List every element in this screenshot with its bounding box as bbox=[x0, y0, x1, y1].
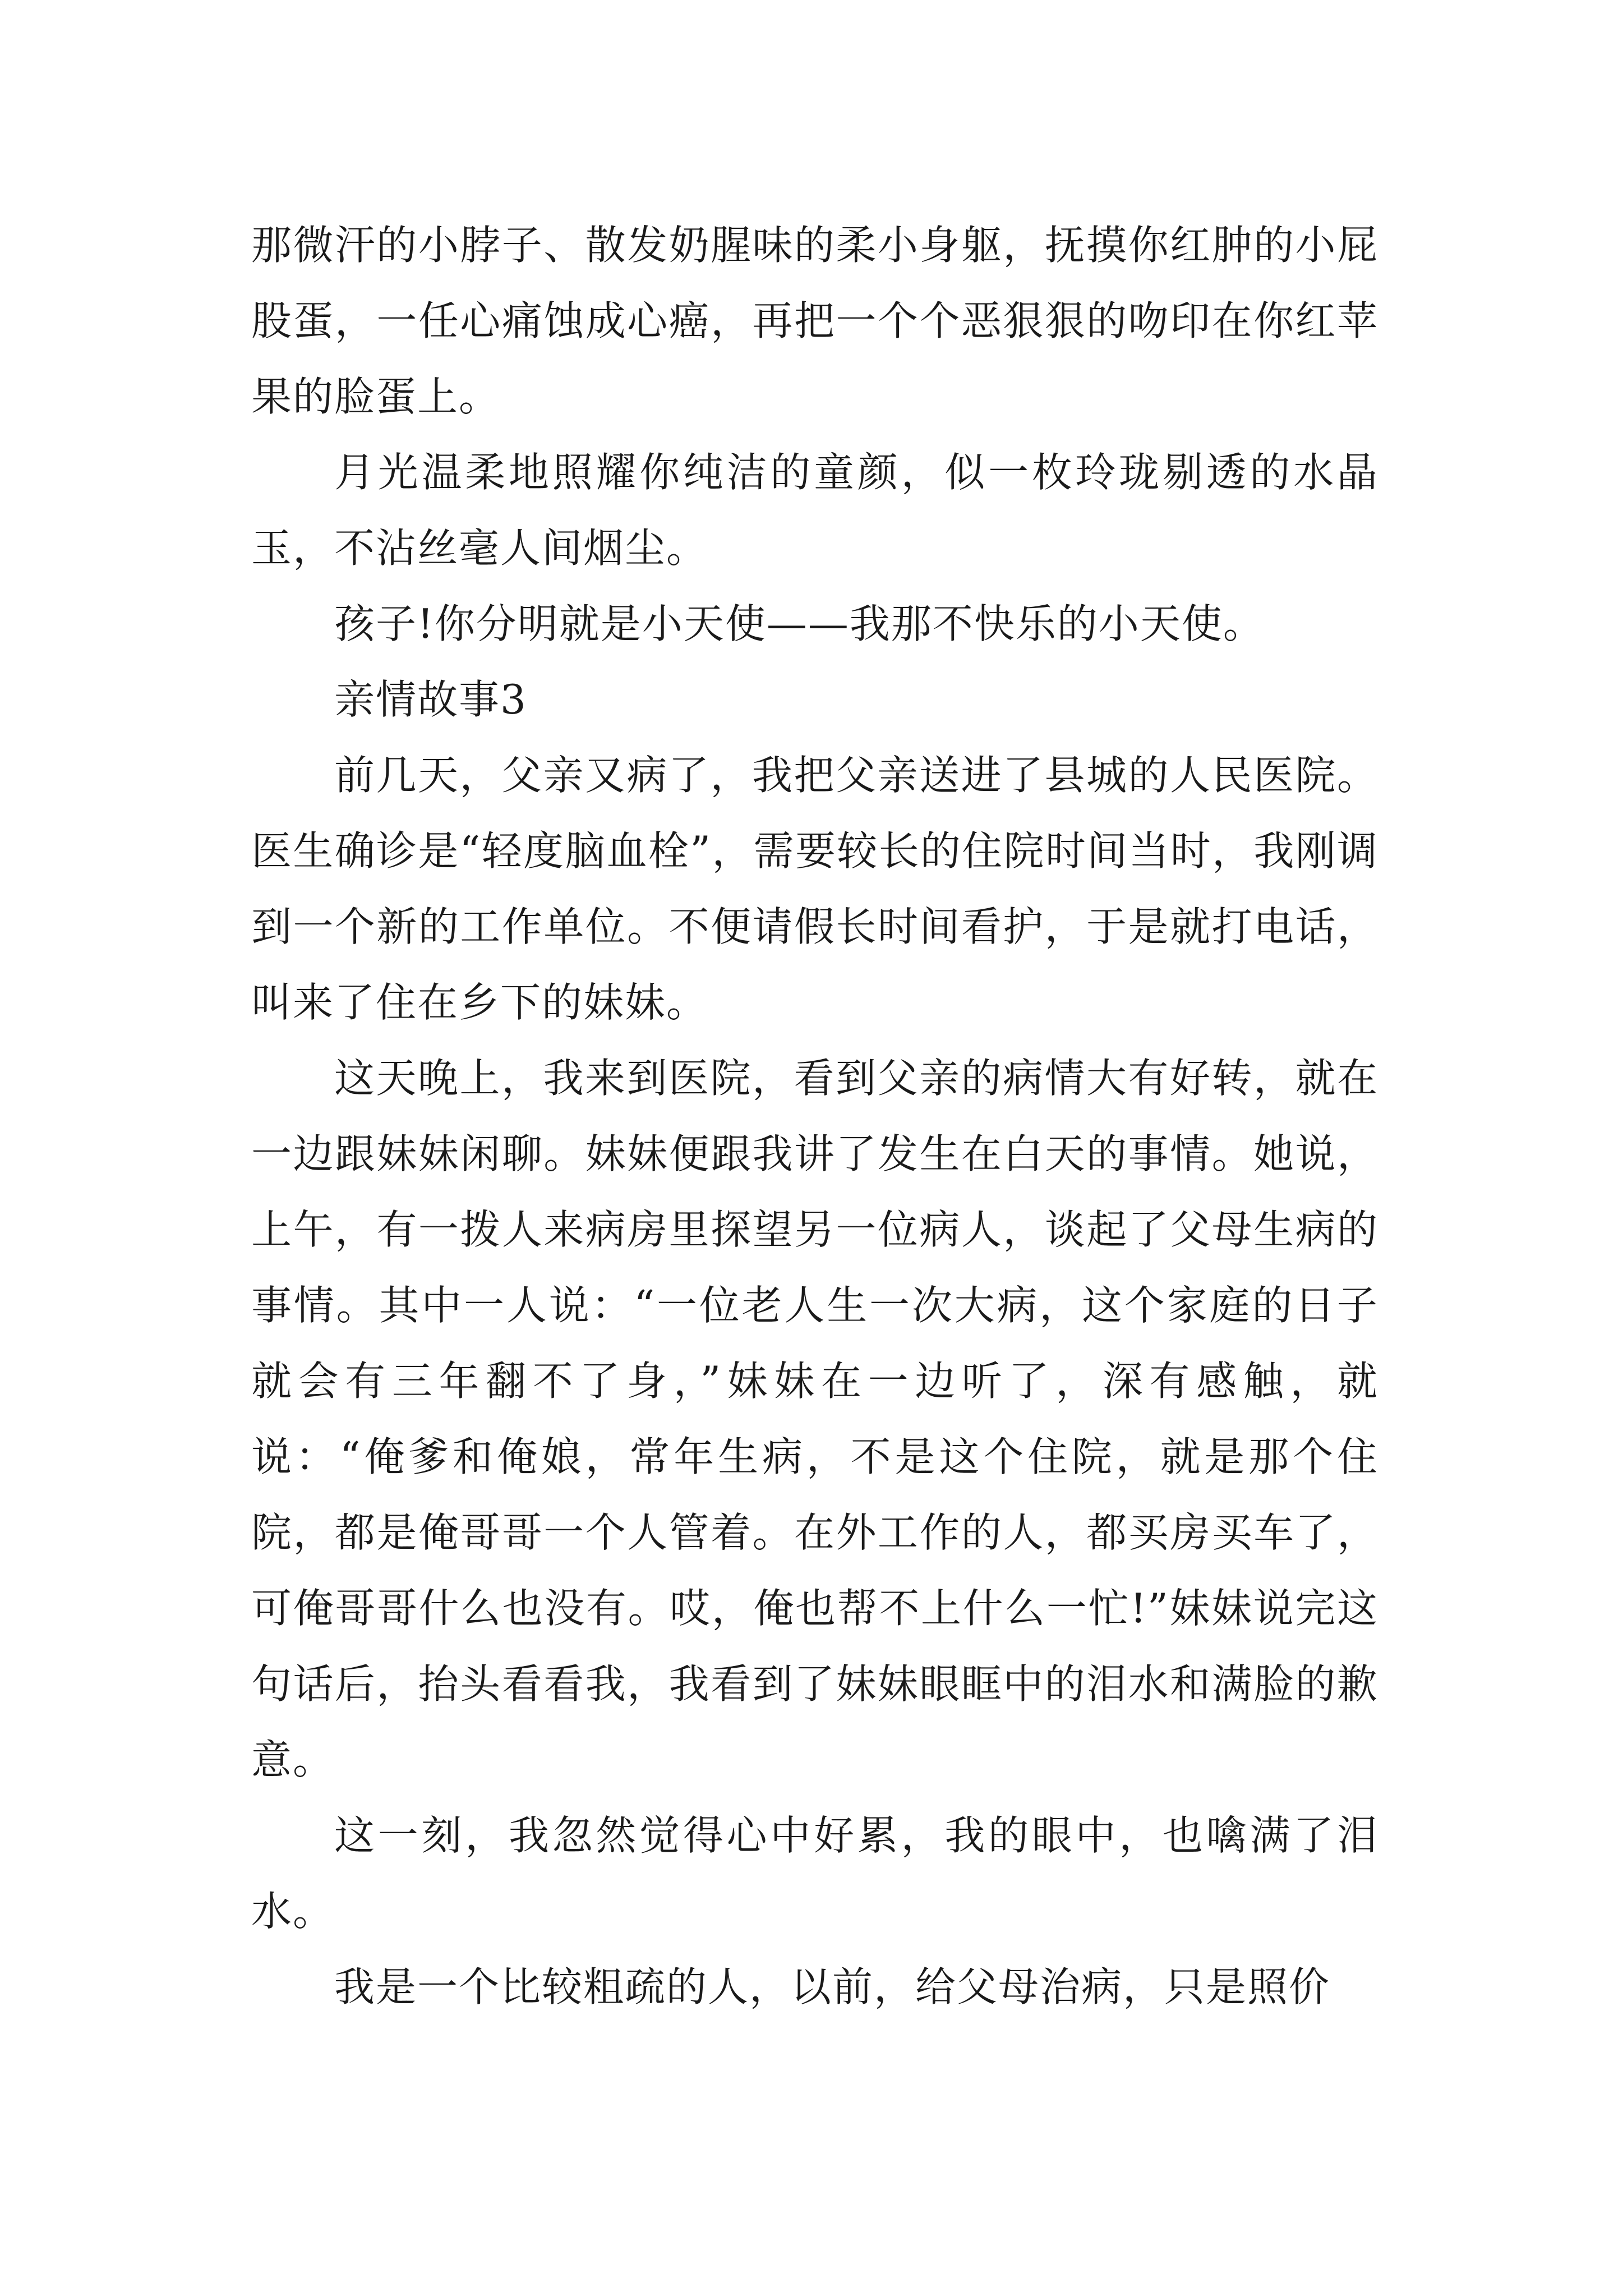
paragraph-moonlight: 月光温柔地照耀你纯洁的童颜，似一枚玲珑剔透的水晶玉，不沾丝毫人间烟尘。 bbox=[251, 449, 1378, 572]
paragraph-careless: 我是一个比较粗疏的人，以前，给父母治病，只是照价 bbox=[334, 1963, 1331, 2010]
document-body bbox=[251, 208, 1378, 2025]
paragraph-sister-talk: 这天晚上，我来到医院，看到父亲的病情大有好转，就在一边跟妹妹闲聊。妹妹便跟我讲了发生在白天的事情。她说，上午，有一拨人来病房里探望另一位病人，谈起了父母生病的事情。其中一人说：“一位老人生一次大病，这个家庭的日子就会有三年翻不了身，”妹妹在一边听了，深有感触，就说：“俺爹和俺娘，常年生病，不是这个住院，就是那个住院，都是俺哥哥一个人管着。在外工作的人，都买房买车了，可俺哥哥什么也没有。哎，俺也帮不上什么一忙!”妹妹说完这句话后，抬头看看我，我看到了妹妹眼眶中的泪水和满脸的歉意。 bbox=[251, 1055, 1378, 1783]
paragraph-father-ill: 前几天，父亲又病了，我把父亲送进了县城的人民医院。医生确诊是“轻度脑血栓”，需要较长的住院时间当时，我刚调到一个新的工作单位。不便请假长时间看护，于是就打电话，叫来了住在乡下的妹妹。 bbox=[251, 752, 1378, 1026]
paragraph-angel: 孩子!你分明就是小天使——我那不快乐的小天使。 bbox=[334, 600, 1265, 647]
paragraph-continuation: 那微汗的小脖子、散发奶腥味的柔小身躯，抚摸你红肿的小屁股蛋，一任心痛蚀成心癌，再把一个个恶狠狠的吻印在你红苹果的脸蛋上。 bbox=[251, 222, 1378, 420]
section-heading: 亲情故事3 bbox=[334, 676, 527, 723]
paragraph-tired: 这一刻，我忽然觉得心中好累，我的眼中，也噙满了泪水。 bbox=[251, 1812, 1378, 1935]
